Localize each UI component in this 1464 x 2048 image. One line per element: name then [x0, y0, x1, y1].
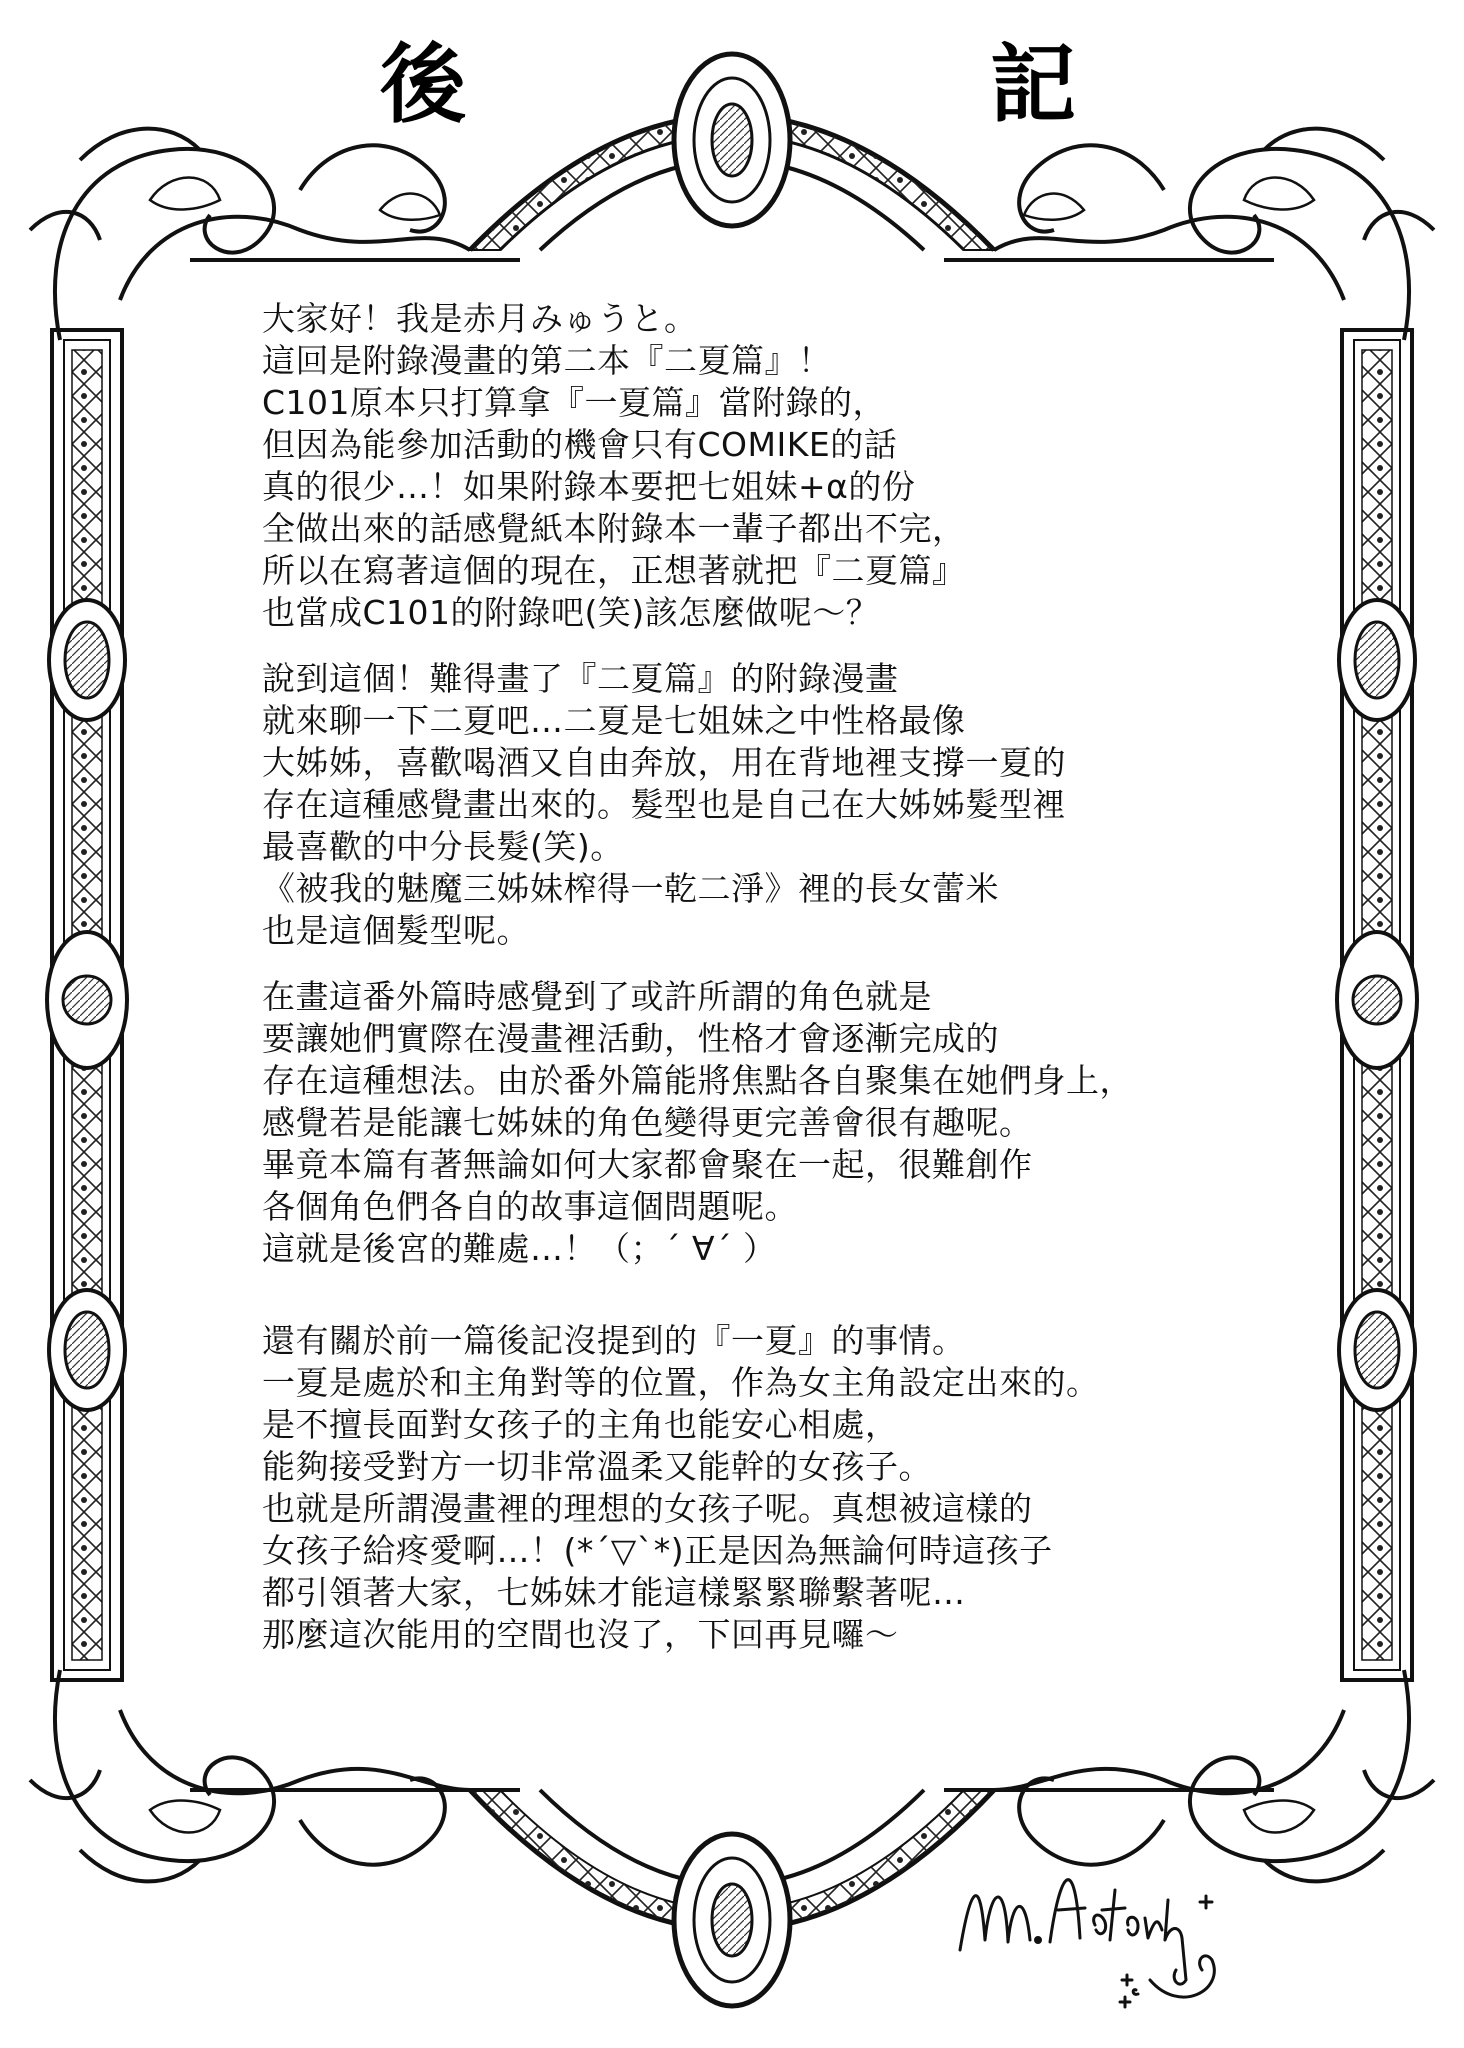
text-line: 存在這種感覺畫出來的。髮型也是自己在大姊姊髮型裡: [262, 785, 1066, 824]
text-line: 《被我的魅魔三姊妹榨得一乾二淨》裡的長女蕾米: [262, 869, 999, 908]
left-pillar: [47, 330, 127, 1680]
text-line: 但因為能參加活動的機會只有COMIKE的話: [262, 425, 898, 464]
text-line: 這就是後宮的難處…！（；´ ∀´ ）: [262, 1229, 777, 1268]
text-line: 大姊姊，喜歡喝酒又自由奔放，用在背地裡支撐一夏的: [262, 743, 1066, 782]
text-line: 就來聊一下二夏吧…二夏是七姐妹之中性格最像: [262, 701, 966, 740]
text-line: 也當成C101的附錄吧(笑)該怎麼做呢～？: [262, 593, 880, 632]
page-title-left: 後: [380, 35, 466, 135]
text-line: 在畫這番外篇時感覺到了或許所謂的角色就是: [262, 977, 932, 1016]
right-pillar: [1337, 330, 1417, 1680]
text-line: 各個角色們各自的故事這個問題呢。: [262, 1187, 798, 1226]
text-line: 是不擅長面對女孩子的主角也能安心相處，: [262, 1405, 899, 1444]
text-line: 這回是附錄漫畫的第二本『二夏篇』！: [262, 341, 832, 380]
text-line: 大家好！我是赤月みゅうと。: [262, 299, 698, 338]
text-line: 所以在寫著這個的現在，正想著就把『二夏篇』: [262, 551, 966, 590]
text-line: 也是這個髮型呢。: [262, 911, 530, 950]
handwritten-signature: [950, 1830, 1230, 2020]
text-line: 要讓她們實際在漫畫裡活動，性格才會逐漸完成的: [262, 1019, 999, 1058]
text-line: 一夏是處於和主角對等的位置，作為女主角設定出來的。: [262, 1363, 1100, 1402]
text-line: 最喜歡的中分長髮(笑)。: [262, 827, 624, 866]
text-line: 感覺若是能讓七姊妹的角色變得更完善會很有趣呢。: [262, 1103, 1033, 1142]
text-line: C101原本只打算拿『一夏篇』當附錄的，: [262, 383, 887, 422]
paragraph-4: [262, 1320, 1222, 1656]
text-line: 畢竟本篇有著無論如何大家都會聚在一起，很難創作: [262, 1145, 1033, 1184]
paragraph-1: [262, 298, 1222, 634]
page-title-right: 記: [990, 35, 1076, 135]
text-line: 都引領著大家，七姊妹才能這樣緊緊聯繫著呢…: [262, 1573, 966, 1612]
text-line: 也就是所謂漫畫裡的理想的女孩子呢。真想被這樣的: [262, 1489, 1033, 1528]
text-line: 真的很少…！如果附錄本要把七姐妹+α的份: [262, 467, 916, 506]
text-line: 女孩子給疼愛啊…！(*´▽`*)正是因為無論何時這孩子: [262, 1531, 1053, 1570]
text-line: 還有關於前一篇後記沒提到的『一夏』的事情。: [262, 1321, 966, 1360]
afterword-body: [262, 298, 1222, 1680]
text-line: 全做出來的話感覺紙本附錄本一輩子都出不完，: [262, 509, 966, 548]
text-line: 能夠接受對方一切非常溫柔又能幹的女孩子。: [262, 1447, 932, 1486]
text-line: 存在這種想法。由於番外篇能將焦點各自聚集在她們身上，: [262, 1061, 1133, 1100]
paragraph-2: [262, 658, 1222, 952]
text-line: 那麼這次能用的空間也沒了，下回再見囉～: [262, 1615, 899, 1654]
top-arch: [470, 54, 994, 250]
bottom-arch: [470, 1790, 994, 2006]
text-line: 說到這個！難得畫了『二夏篇』的附錄漫畫: [262, 659, 899, 698]
paragraph-3: [262, 976, 1222, 1270]
